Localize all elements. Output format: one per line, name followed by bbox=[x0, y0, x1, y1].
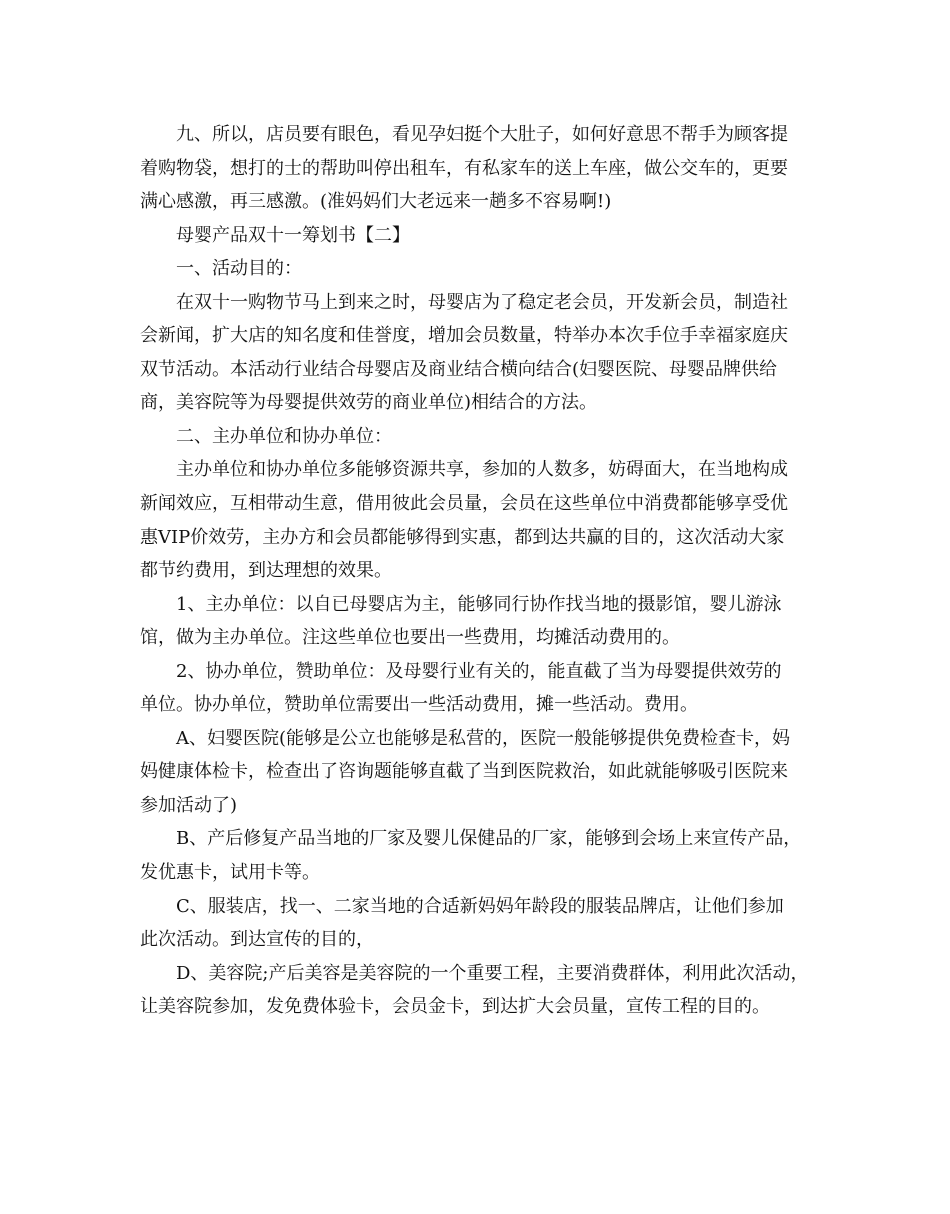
text-line: 1、主办单位：以自已母婴店为主，能够同行协作找当地的摄影馆，婴儿游泳 bbox=[176, 593, 782, 615]
text-line: 双节活动。本活动行业结合母婴店及商业结合横向结合(妇婴医院、母婴品牌供给 bbox=[140, 358, 778, 380]
text-line: A、妇婴医院(能够是公立也能够是私营的，医院一般能够提供免费检查卡，妈 bbox=[176, 727, 791, 749]
text-line: 单位。协办单位，赞助单位需要出一些活动费用，摊一些活动。费用。 bbox=[140, 694, 698, 716]
text-line: 满心感激，再三感激。(准妈妈们大老远来一趟多不容易啊!) bbox=[140, 191, 612, 213]
text-line: 妈健康体检卡，检查出了咨询题能够直截了当到医院救治，如此就能够吸引医院来 bbox=[140, 761, 788, 783]
text-line: D、美容院;产后美容是美容院的一个重要工程，主要消费群体，利用此次活动， bbox=[176, 962, 809, 984]
document-body bbox=[140, 118, 830, 1024]
text-line: C、服装店，找一、二家当地的合适新妈妈年龄段的服装品牌店，让他们参加 bbox=[176, 895, 784, 917]
text-line: 都节约费用，到达理想的效果。 bbox=[140, 560, 392, 582]
text-line: 商，美容院等为母婴提供效劳的商业单位)相结合的方法。 bbox=[140, 392, 598, 414]
text-line: 主办单位和协办单位多能够资源共享，参加的人数多，妨碍面大，在当地构成 bbox=[176, 459, 788, 481]
text-line: 馆，做为主办单位。注这些单位也要出一些费用，均摊活动费用的。 bbox=[140, 627, 680, 649]
text-line: 让美容院参加，发免费体验卡，会员金卡，到达扩大会员量，宣传工程的目的。 bbox=[140, 996, 770, 1018]
text-line: B、产后修复产品当地的厂家及婴儿保健品的厂家，能够到会场上来宣传产品， bbox=[176, 828, 802, 850]
text-line: 惠VIP价效劳，主办方和会员都能够得到实惠，都到达共赢的目的，这次活动大家 bbox=[140, 526, 785, 548]
text-line: 2、协办单位，赞助单位：及母婴行业有关的，能直截了当为母婴提供效劳的 bbox=[176, 660, 782, 682]
text-line: 发优惠卡，试用卡等。 bbox=[140, 862, 320, 884]
text-line: 着购物袋，想打的士的帮助叫停出租车，有私家车的送上车座，做公交车的，更要 bbox=[140, 157, 788, 179]
text-line: 九、所以，店员要有眼色，看见孕妇挺个大肚子，如何好意思不帮手为顾客提 bbox=[176, 124, 788, 145]
section-heading: 二、主办单位和协办单位： bbox=[176, 425, 392, 447]
text-line: 参加活动了) bbox=[140, 794, 238, 816]
section-heading: 一、活动目的： bbox=[176, 258, 302, 280]
text-line: 此次活动。到达宣传的目的， bbox=[140, 929, 374, 951]
text-line: 在双十一购物节马上到来之时，母婴店为了稳定老会员，开发新会员，制造社 bbox=[176, 291, 788, 313]
section-title: 母婴产品双十一筹划书【二】 bbox=[176, 224, 410, 246]
text-line: 新闻效应，互相带动生意，借用彼此会员量，会员在这些单位中消费都能够享受优 bbox=[140, 493, 788, 515]
text-line: 会新闻，扩大店的知名度和佳誉度，增加会员数量，特举办本次手位手幸福家庭庆 bbox=[140, 325, 788, 347]
